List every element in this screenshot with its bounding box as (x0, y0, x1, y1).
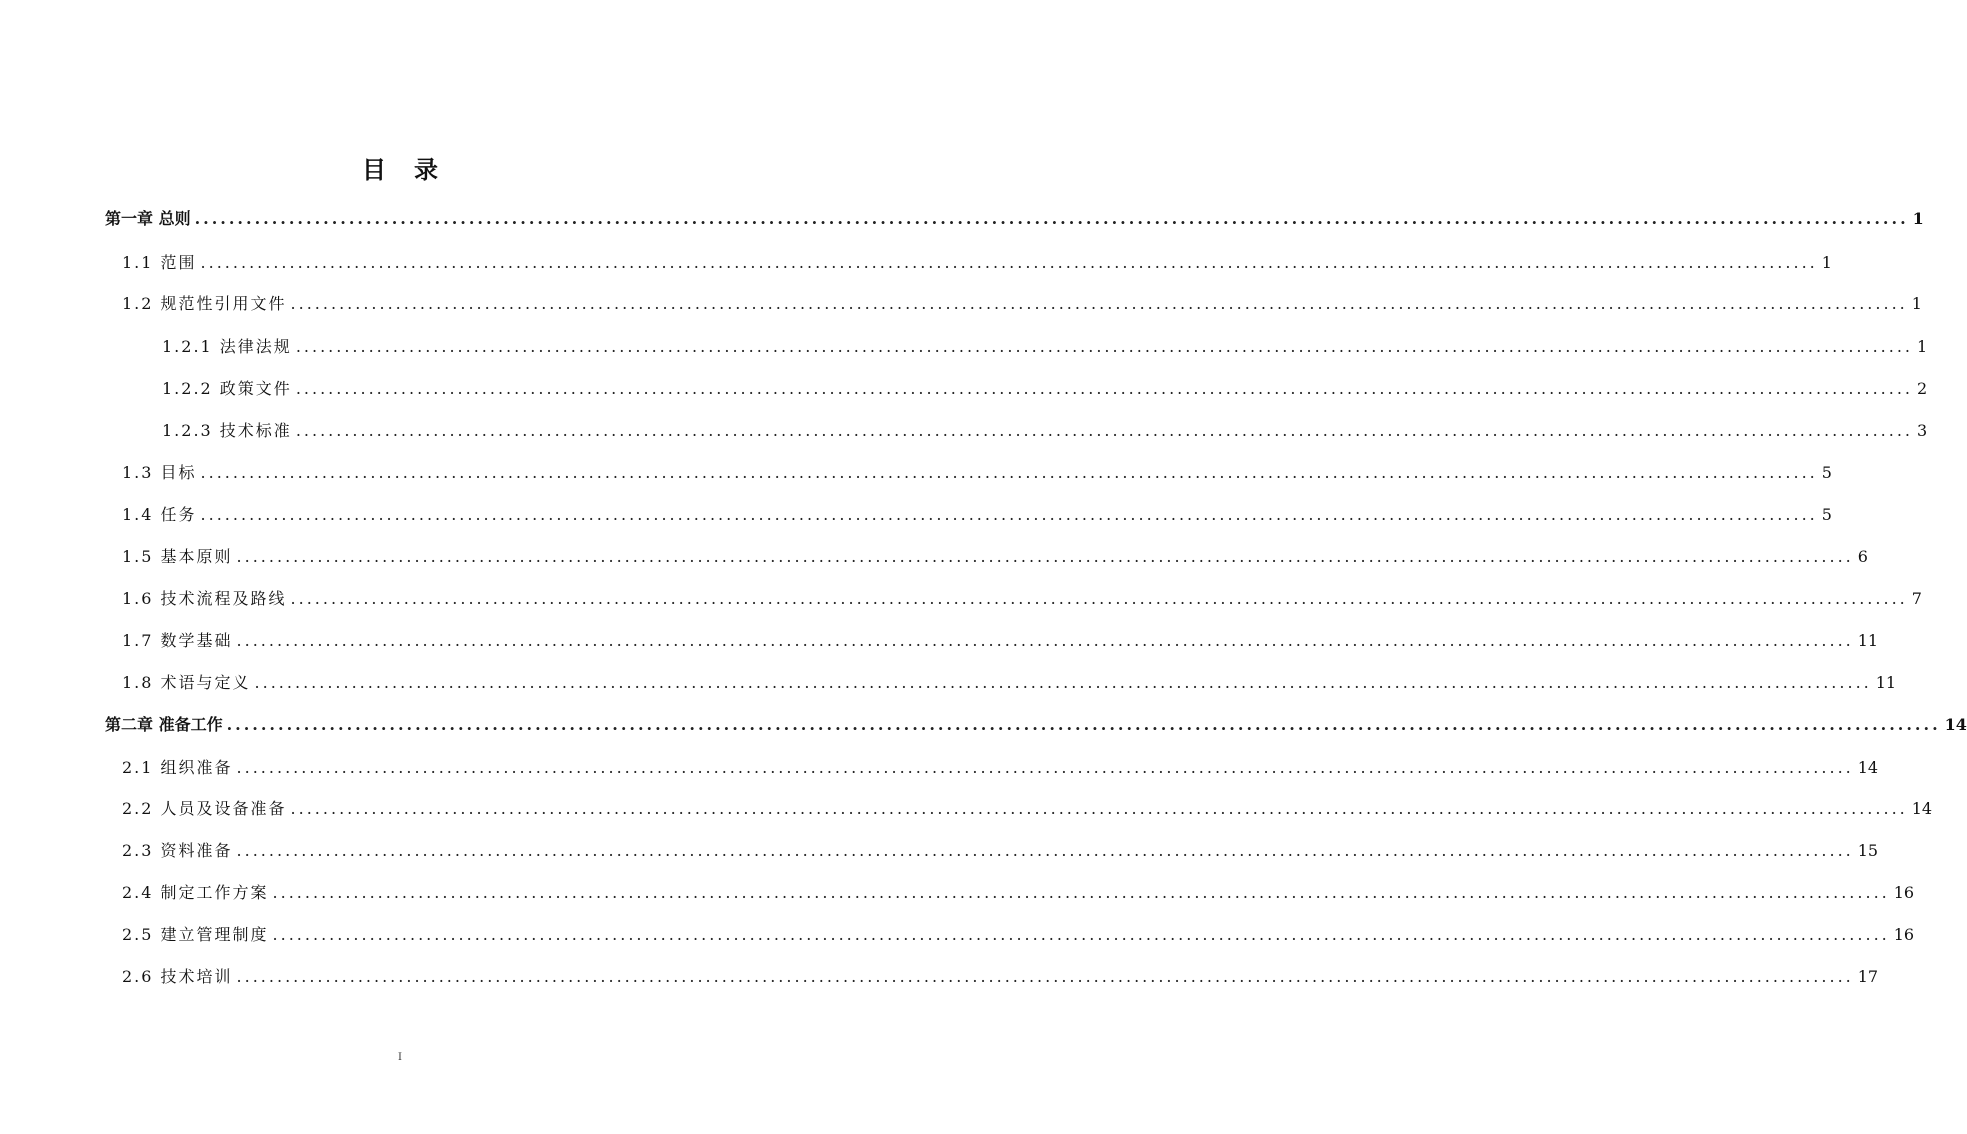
toc-entry[interactable] (162, 419, 1928, 443)
dot-leader: ........................................................................................................................................................................................................ (236, 967, 1854, 986)
toc-title-char-1: 目 (362, 155, 386, 184)
toc-entry-label: 1.2.3 技术标准 (162, 421, 292, 440)
dot-leader: ........................................................................................................................................................................................................ (295, 421, 1913, 440)
toc-entry-page: 6 (1857, 547, 1868, 566)
toc-entry-label: 2.6 技术培训 (122, 967, 233, 986)
dot-leader: ........................................................................................................................................................................................................ (295, 337, 1913, 356)
toc-entry[interactable] (122, 839, 1879, 863)
toc-entry-label: 1.8 术语与定义 (122, 673, 251, 692)
toc-entry-page: 1 (1917, 337, 1928, 356)
toc-entry-label: 2.2 人员及设备准备 (122, 799, 287, 818)
toc-title (0, 150, 800, 185)
dot-leader: ........................................................................................................................................................................................................ (236, 758, 1854, 777)
toc-entry-page: 11 (1875, 673, 1897, 692)
toc-entry[interactable] (122, 461, 1832, 485)
toc-entry-page: 16 (1893, 925, 1915, 944)
toc-entry-label: 1.2.2 政策文件 (162, 379, 292, 398)
toc-entry[interactable] (162, 377, 1928, 401)
dot-leader: ........................................................................................................................................................................................................ (290, 799, 1908, 818)
toc-entry[interactable] (162, 335, 1928, 359)
toc-entry[interactable] (122, 545, 1868, 569)
toc-entry[interactable] (122, 629, 1879, 653)
toc-entry-label: 1.1 范围 (122, 253, 197, 272)
toc-entry-label: 1.5 基本原则 (122, 547, 233, 566)
dot-leader: ........................................................................................................................................................................................................ (236, 631, 1854, 650)
toc-entry-label: 1.3 目标 (122, 463, 197, 482)
dot-leader: ........................................................................................................................................................................................................ (200, 505, 1818, 524)
toc-entry-page: 5 (1821, 463, 1832, 482)
dot-leader: ........................................................................................................................................................................................................ (200, 253, 1818, 272)
toc-entry-label: 1.2 规范性引用文件 (122, 294, 287, 313)
toc-entry[interactable] (122, 587, 1922, 611)
toc-entry-page: 14 (1944, 715, 1967, 734)
toc-entry-page: 16 (1893, 883, 1915, 902)
toc-entry-page: 3 (1917, 421, 1928, 440)
toc-entry[interactable] (122, 881, 1915, 905)
toc-entry-page: 2 (1917, 379, 1928, 398)
toc-entry[interactable] (122, 671, 1897, 695)
toc-entry-label: 第一章 总则 (105, 209, 191, 228)
dot-leader: ........................................................................................................................................................................................................ (254, 673, 1872, 692)
toc-entry[interactable] (122, 292, 1922, 316)
toc-entry-page: 15 (1857, 841, 1879, 860)
toc-entry-label: 2.1 组织准备 (122, 758, 233, 777)
dot-leader: ........................................................................................................................................................................................................ (290, 589, 1908, 608)
toc-entry-label: 2.4 制定工作方案 (122, 883, 269, 902)
toc-entry-label: 1.4 任务 (122, 505, 197, 524)
toc-entry[interactable] (122, 923, 1915, 947)
toc-title-char-2: 录 (414, 155, 438, 184)
dot-leader: ........................................................................................................................................................................................................ (272, 883, 1890, 902)
dot-leader: ........................................................................................................................................................................................................ (200, 463, 1818, 482)
toc-entry-label: 2.3 资料准备 (122, 841, 233, 860)
dot-leader: ........................................................................................................................................................................................................ (295, 379, 1913, 398)
toc-entry-label: 1.7 数学基础 (122, 631, 233, 650)
toc-entry-page: 1 (1911, 294, 1922, 313)
toc-entry-page: 11 (1857, 631, 1879, 650)
toc-entry-chapter-2[interactable] (105, 713, 1967, 737)
toc-entry-page: 1 (1821, 253, 1832, 272)
toc-entry-page: 14 (1857, 758, 1879, 777)
toc-entry-page: 17 (1857, 967, 1879, 986)
toc-entry-page: 14 (1911, 799, 1933, 818)
toc-entry-page: 7 (1911, 589, 1922, 608)
toc-entry-label: 1.6 技术流程及路线 (122, 589, 287, 608)
toc-entry[interactable] (122, 797, 1933, 821)
dot-leader: ........................................................................................................................................................................................................ (226, 715, 1941, 734)
toc-entry-label: 第二章 准备工作 (105, 715, 223, 734)
dot-leader: ........................................................................................................................................................................................................ (236, 841, 1854, 860)
toc-entry-chapter-1[interactable] (105, 207, 1924, 231)
toc-entry-page: 1 (1912, 209, 1924, 228)
toc-entry-label: 2.5 建立管理制度 (122, 925, 269, 944)
dot-leader: ........................................................................................................................................................................................................ (194, 209, 1909, 228)
page-number: I (398, 1052, 402, 1063)
toc-entry[interactable] (122, 965, 1879, 989)
toc-entry[interactable] (122, 756, 1879, 780)
toc-entry[interactable] (122, 251, 1832, 275)
toc-entry[interactable] (122, 503, 1832, 527)
dot-leader: ........................................................................................................................................................................................................ (290, 294, 1908, 313)
toc-entry-label: 1.2.1 法律法规 (162, 337, 292, 356)
dot-leader: ........................................................................................................................................................................................................ (272, 925, 1890, 944)
toc-entry-page: 5 (1821, 505, 1832, 524)
dot-leader: ........................................................................................................................................................................................................ (236, 547, 1854, 566)
